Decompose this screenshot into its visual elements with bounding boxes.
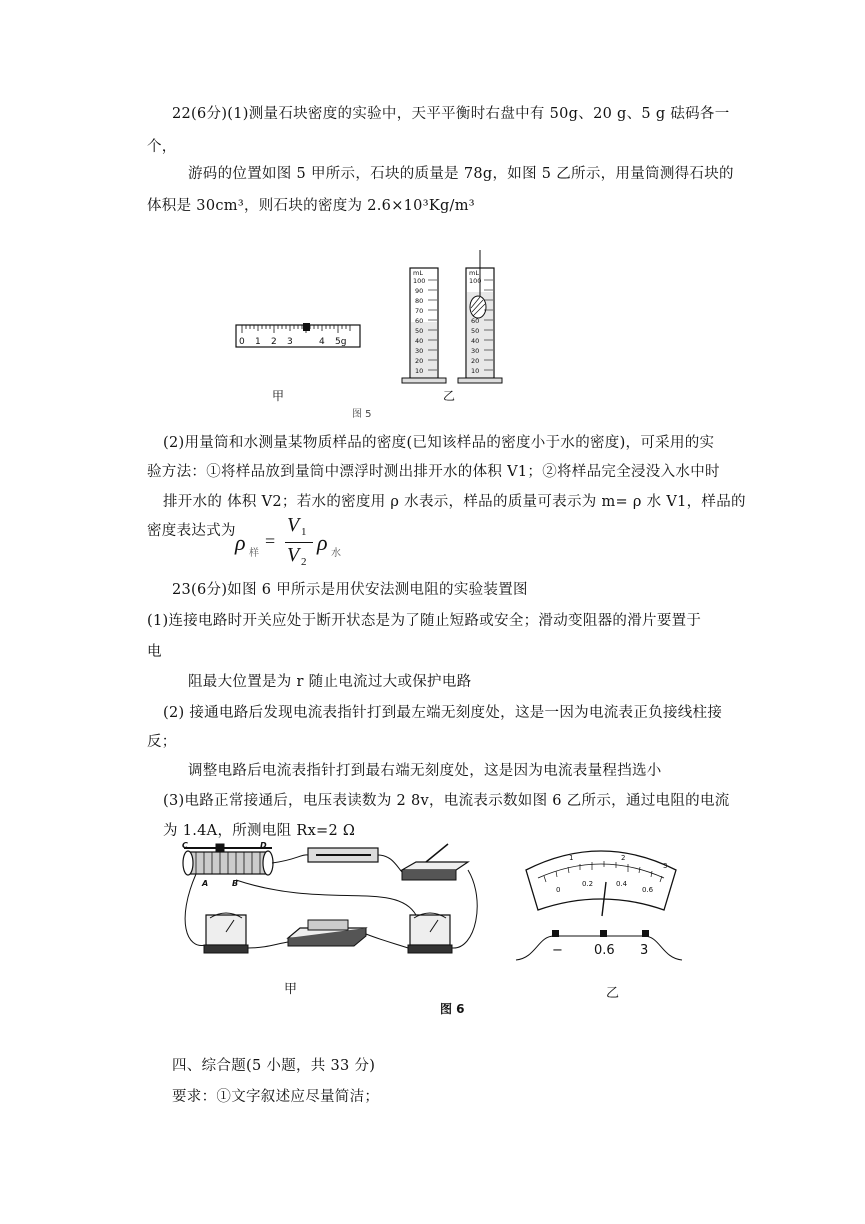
cyl1-unit: mL: [413, 269, 423, 277]
dial-bottom-02: 0.2: [582, 880, 594, 888]
q22-p2-line-2: 验方法：①将样品放到量筒中漂浮时测出排开水的体积 V1；②将样品完全浸没入水中时: [147, 464, 720, 480]
fraction-bar: [285, 542, 313, 543]
q22-p2-line-4: 密度表达式为: [147, 523, 236, 539]
cyl1-mark-100: 100: [413, 277, 426, 285]
q22-line-1: 22(6分)(1)测量石块密度的实验中，天平平衡时右盘中有 50g、20 g、5 g 砝码各一: [172, 106, 730, 122]
q23-line-7: 调整电路后电流表指针打到最右端无刻度处，这是因为电流表量程挡选小: [188, 763, 662, 779]
cyl1-mark-70: 70: [415, 307, 424, 315]
cyl2-mark-30: 30: [471, 347, 480, 355]
q23-line-3: 电: [147, 644, 162, 660]
cyl2-mark-40: 40: [471, 337, 480, 345]
cyl2-mark-10: 10: [471, 367, 480, 375]
terminal-3: 3: [640, 943, 649, 958]
q23-line-4: 阻最大位置是为 r 随止电流过大或保护电路: [188, 674, 472, 690]
cyl2-mark-20: 20: [471, 357, 480, 365]
formula-rho-sub: 样: [249, 548, 259, 559]
formula-eq: =: [265, 531, 276, 551]
section4-requirement: 要求：①文字叙述应尽量简洁；: [172, 1089, 380, 1105]
cyl1-mark-10: 10: [415, 367, 424, 375]
q22-line-4: 体积是 30cm³，则石块的密度为 2.6×10³Kg/m³: [147, 198, 475, 214]
circuit-label-b: B: [232, 879, 239, 888]
ruler-tick-2: 2: [271, 337, 277, 347]
q23-line-2: (1)连接电路时开关应处于断开状态是为了随止短路或安全；滑动变阻器的滑片要置于: [147, 613, 702, 629]
q23-line-9: 为 1.4A，所测电阻 Rx=2 Ω: [163, 823, 356, 839]
section4-title: 四、综合题(5 小题，共 33 分): [172, 1058, 376, 1074]
cyl2-mark-50: 50: [471, 327, 480, 335]
q23-line-5: (2) 接通电路后发现电流表指针打到最左端无刻度处，这是一因为电流表正负接线柱接: [163, 705, 723, 721]
dial-bottom-04: 0.4: [616, 880, 628, 888]
cyl1-mark-40: 40: [415, 337, 424, 345]
q22-line-3: 游码的位置如图 5 甲所示，石块的质量是 78g，如图 5 乙所示，用量筒测得石块的: [188, 166, 734, 182]
ruler-tick-0: 0: [239, 337, 245, 347]
ruler-tick-4: 4: [319, 337, 325, 347]
q23-line-1: 23(6分)如图 6 甲所示是用伏安法测电阻的实验装置图: [172, 582, 528, 598]
ruler-tick-5g: 5g: [335, 337, 347, 347]
figure-5: [230, 250, 510, 420]
ruler-tick-1: 1: [255, 337, 261, 347]
dial-top-2: 2: [621, 854, 626, 862]
rider-scale: [236, 323, 360, 347]
q22-p2-line-3: 排开水的 体积 V2；若水的密度用 ρ 水表示，样品的质量可表示为 m= ρ 水 V1，样品的: [163, 494, 746, 510]
terminal-negative: −: [552, 943, 563, 958]
q23-line-6: 反；: [147, 734, 177, 750]
cyl1-mark-90: 90: [415, 287, 424, 295]
fig6-label-b: 乙: [606, 986, 620, 1001]
circuit-label-d: D: [260, 841, 267, 850]
cyl1-mark-80: 80: [415, 297, 424, 305]
cyl1-mark-30: 30: [415, 347, 424, 355]
figure-6: [176, 840, 696, 1020]
fig6-label-a: 甲: [284, 982, 298, 997]
dial-bottom-06: 0.6: [642, 886, 654, 894]
formula-denominator-sub: 2: [301, 556, 307, 568]
graduated-cylinder-2: [458, 250, 502, 383]
fig5-label-a: 甲: [272, 389, 285, 403]
formula-numerator-sub: 1: [301, 526, 307, 538]
ruler-tick-3: 3: [287, 337, 293, 347]
cyl1-mark-20: 20: [415, 357, 424, 365]
q23-line-8: (3)电路正常接通后，电压表读数为 2 8v，电流表示数如图 6 乙所示，通过电阻的电流: [163, 793, 730, 809]
rider-marker: [303, 323, 310, 331]
cyl1-mark-60: 60: [415, 317, 424, 325]
dial-top-3: 3: [663, 862, 668, 870]
formula-rho: ρ: [235, 530, 246, 555]
formula-rho-water: ρ: [317, 530, 328, 555]
density-formula: [235, 516, 365, 572]
q22-line-2: 个，: [147, 139, 177, 155]
formula-denominator: V: [287, 544, 300, 566]
dial-bottom-0: 0: [556, 886, 561, 894]
graduated-cylinder-1: [402, 268, 446, 383]
cyl1-mark-50: 50: [415, 327, 424, 335]
cyl2-mark-60: 60: [471, 317, 480, 325]
terminal-0-6: 0.6: [594, 943, 615, 958]
cyl2-mark-100: 100: [469, 277, 482, 285]
fig5-caption: 图 5: [352, 409, 372, 420]
q22-p2-line-1: (2)用量筒和水测量某物质样品的密度(已知该样品的密度小于水的密度)，可采用的实: [163, 435, 715, 451]
ammeter-dial: [516, 851, 682, 960]
fig5-label-b: 乙: [443, 389, 456, 403]
formula-rho-water-sub: 水: [331, 548, 341, 559]
fig6-caption: 图 6: [440, 1002, 465, 1016]
circuit-label-a: A: [202, 879, 209, 888]
cyl2-unit: mL: [469, 269, 479, 277]
dial-top-1: 1: [569, 854, 574, 862]
formula-numerator: V: [287, 514, 300, 536]
circuit-label-c: C: [182, 841, 188, 850]
circuit-apparatus: [183, 844, 477, 953]
